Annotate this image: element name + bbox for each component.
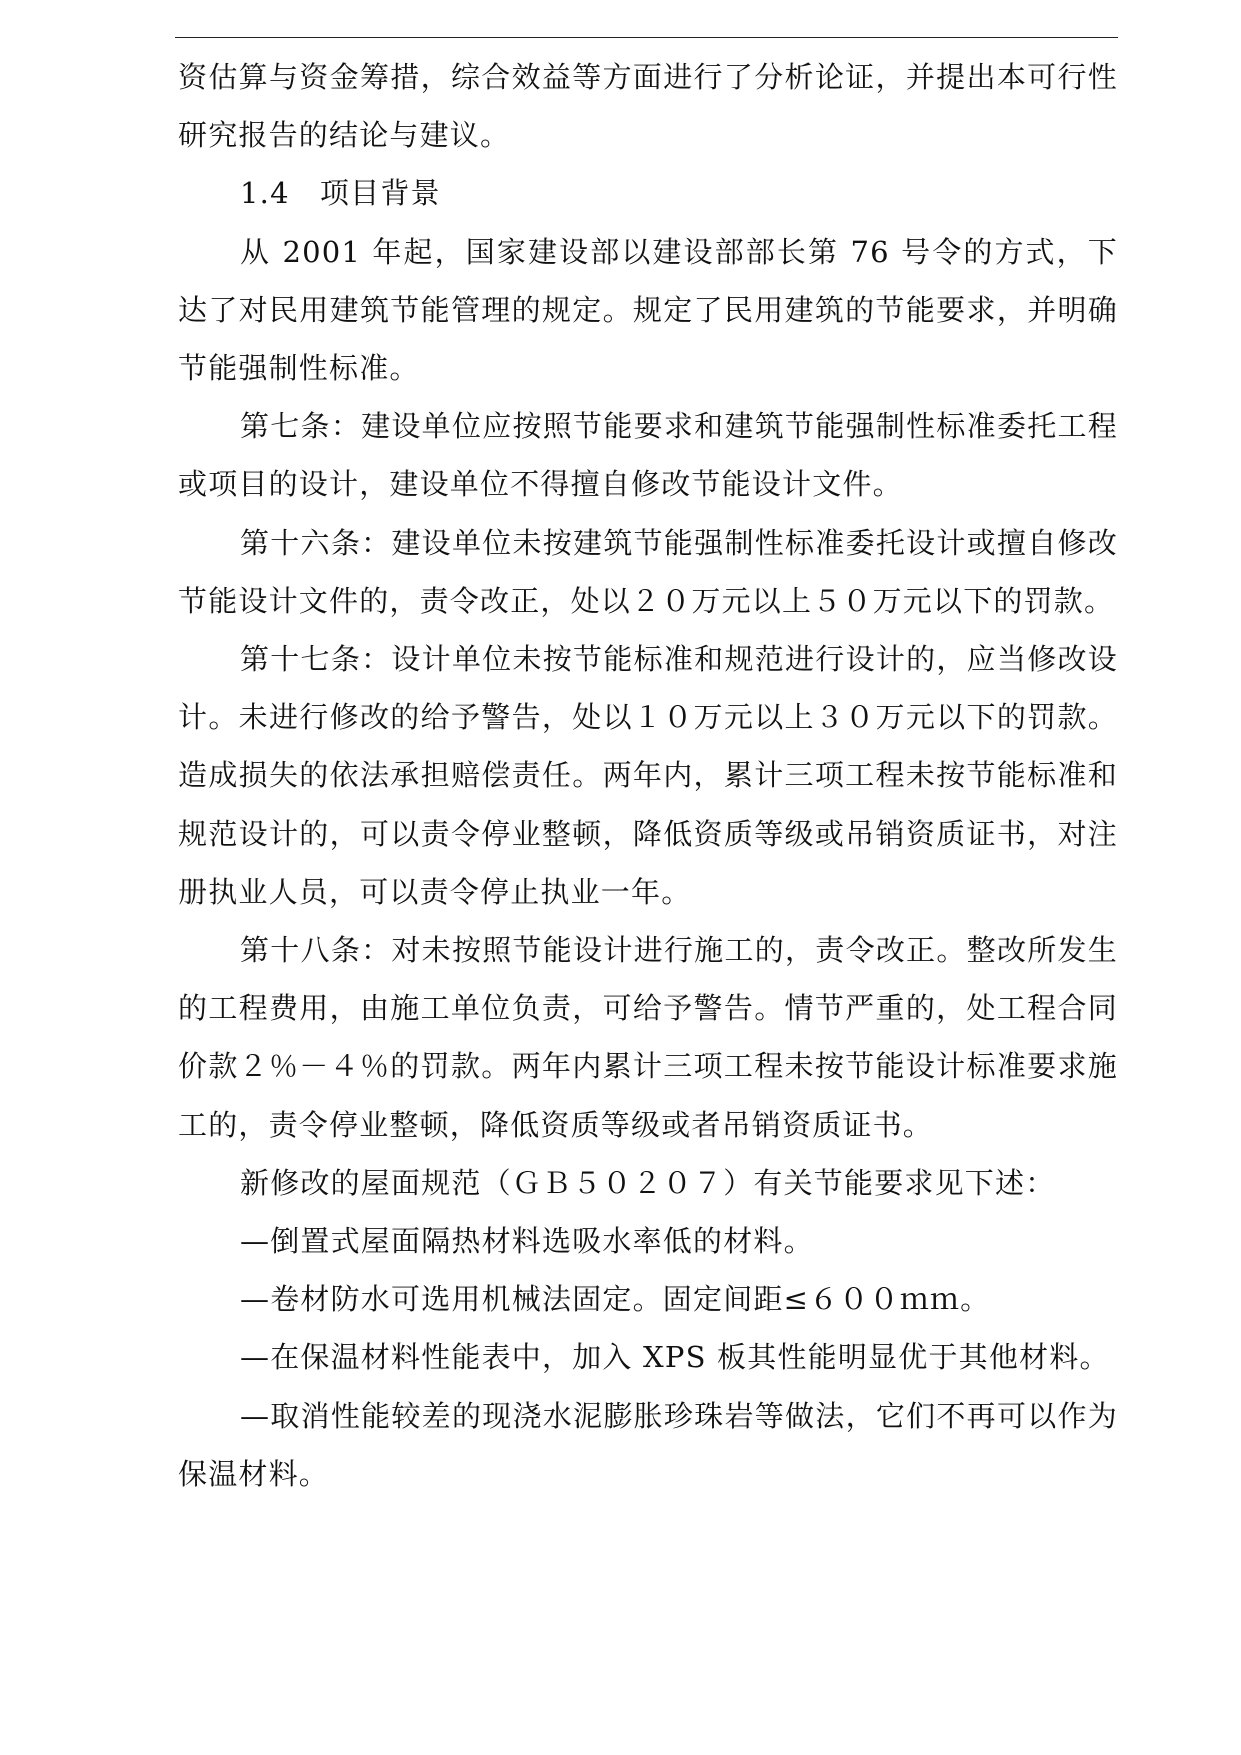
header-rule (175, 37, 1118, 38)
paragraph-article-7: 第七条：建设单位应按照节能要求和建筑节能强制性标准委托工程或项目的设计，建设单位不得擅自修改节能设计文件。 (178, 409, 1118, 502)
paragraph-article-18: 第十八条：对未按照节能设计进行施工的，责令改正。整改所发生的工程费用，由施工单位负责，可给予警告。情节严重的，处工程合同价款２％－４％的罚款。两年内累计三项工程未按节能设计标准要求施工的，责令停业整顿，降低资质等级或者吊销资质证书。 (178, 933, 1118, 1142)
paragraph-roof-spec: 新修改的屋面规范（ＧＢ５０２０７）有关节能要求见下述： (240, 1165, 1056, 1200)
paragraph-background: 从 2001 年起，国家建设部以建设部部长第 76 号令的方式，下达了对民用建筑节能管理的规定。规定了民用建筑的节能要求，并明确节能强制性标准。 (178, 234, 1118, 386)
section-heading: 1.4 项目背景 (240, 176, 441, 211)
list-item-perlite-removal: —取消性能较差的现浇水泥膨胀珍珠岩等做法，它们不再可以作为保温材料。 (178, 1398, 1118, 1491)
list-item-membrane-fixing: —卷材防水可选用机械法固定。固定间距≤６００ｍｍ。 (240, 1282, 991, 1317)
body-text (178, 48, 1118, 1503)
paragraph-article-16: 第十六条：建设单位未按建筑节能强制性标准委托设计或擅自修改节能设计文件的，责令改正，处以２０万元以上５０万元以下的罚款。 (178, 525, 1118, 618)
list-item-xps-board: —在保温材料性能表中，加入 XPS 板其性能明显优于其他材料。 (240, 1340, 1110, 1375)
paragraph-continuation: 资估算与资金筹措，综合效益等方面进行了分析论证，并提出本可行性研究报告的结论与建议。 (178, 60, 1118, 153)
paragraph-article-17: 第十七条：设计单位未按节能标准和规范进行设计的，应当修改设计。未进行修改的给予警告，处以１０万元以上３０万元以下的罚款。造成损失的依法承担赔偿责任。两年内，累计三项工程未按节能标准和规范设计的，可以责令停业整顿，降低资质等级或吊销资质证书，对注册执业人员，可以责令停止执业一年。 (178, 642, 1118, 909)
list-item-inverted-roof: —倒置式屋面隔热材料选吸水率低的材料。 (240, 1224, 814, 1259)
